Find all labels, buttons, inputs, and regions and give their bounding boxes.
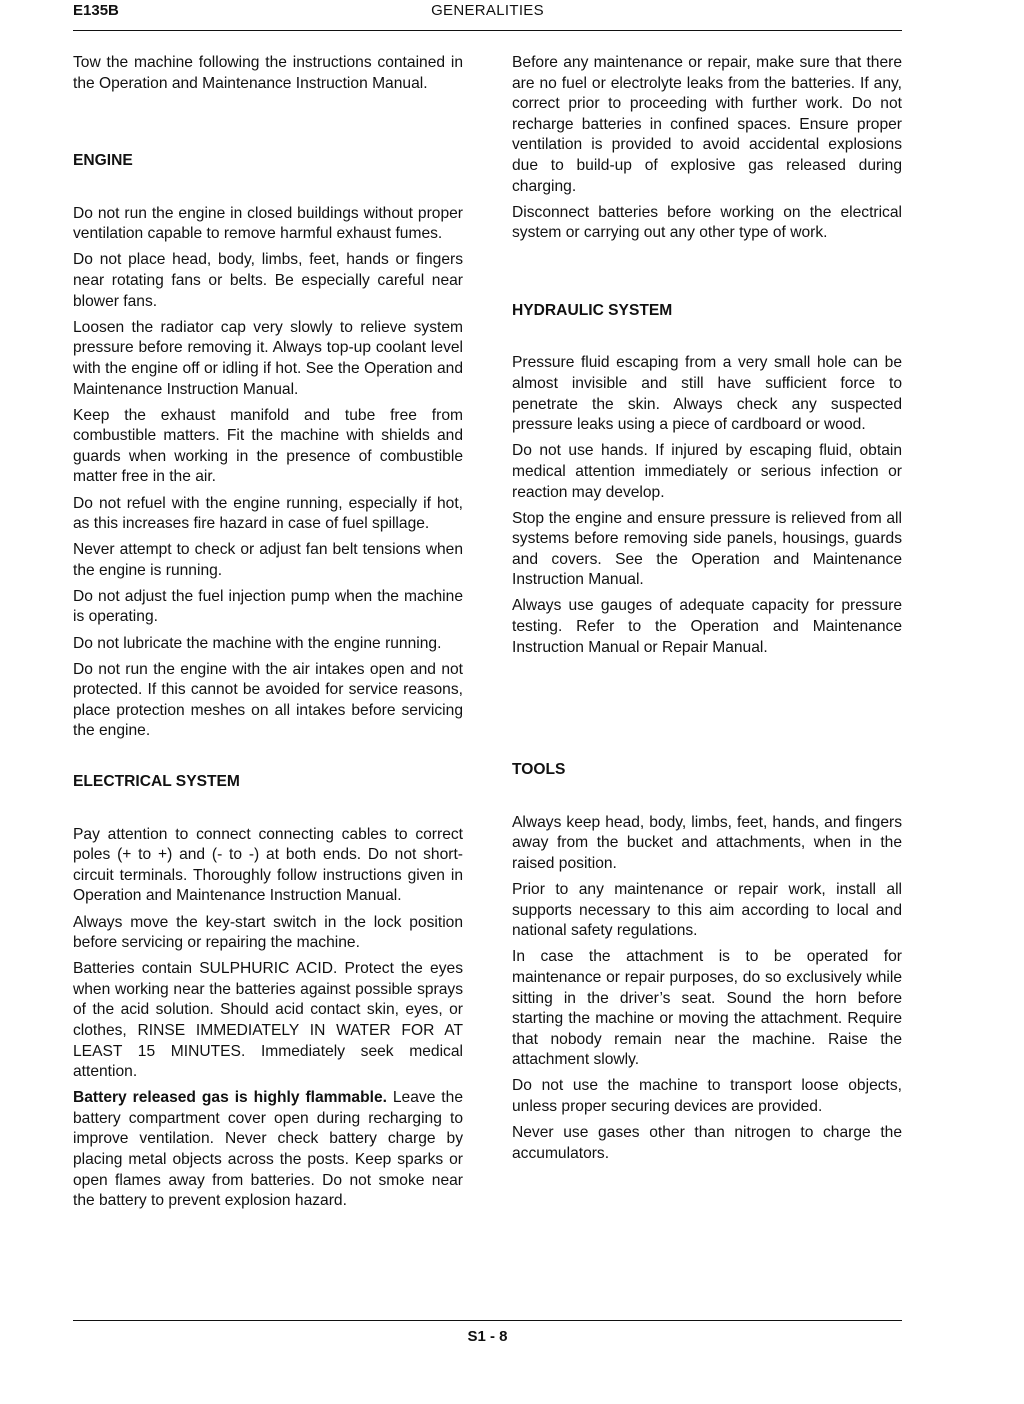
hydraulic-heading: HYDRAULIC SYSTEM (512, 301, 673, 319)
paragraph: Do not use hands. If injured by escaping fluid, obtain medical attention immediately or serious infection or reaction may develop. (512, 442, 902, 501)
section-title: GENERALITIES (431, 2, 544, 19)
left-column (73, 53, 463, 1217)
paragraph: Batteries contain SULPHURIC ACID. Protect the eyes when working near the batteries against possible sprays of the acid solution. Should acid contact skin, eyes, or clothes, RINSE IMMEDIATELY IN WATER FOR AT LEAST 15 MINUTES. Immediately seek medical attention. (73, 960, 463, 1081)
paragraph: Do not adjust the fuel injection pump when the machine is operating. (73, 587, 463, 626)
battery-warning-text: Leave the battery compartment cover open during recharging to improve ventilation. Never check battery charge by placing metal objects across the posts. Keep sparks or open flames away from batteries. Do not smoke near the battery to prevent explosion hazard. (73, 1089, 463, 1210)
page-number: S1 - 8 (467, 1328, 508, 1345)
paragraph: Stop the engine and ensure pressure is relieved from all systems before removing side panels, housings, guards and covers. See the Operation and Maintenance Instruction Manual. (512, 509, 902, 589)
paragraph: Do not use the machine to transport loose objects, unless proper securing devices are provided. (512, 1077, 902, 1116)
paragraph: Loosen the radiator cap very slowly to relieve system pressure before removing it. Always top-up coolant level with the engine off or idling if hot. See the Operation and Maintenance Instruction Manual. (73, 318, 463, 398)
paragraph: Always move the key-start switch in the lock position before servicing or repairing the machine. (73, 913, 463, 952)
paragraph: Before any maintenance or repair, make sure that there are no fuel or electrolyte leaks from the batteries. If any, correct prior to proceeding with further work. Do not recharge batteries in confined spaces. Ensure proper ventilation is provided to avoid accidental explosions due to build-up of explosive gas released during charging. (512, 54, 902, 195)
tow-paragraph: Tow the machine following the instructions contained in the Operation and Maintenance Instruction Manual. (73, 54, 463, 92)
paragraph: Pay attention to connect connecting cables to correct poles (+ to +) and (- to -) at both ends. Do not short-circuit terminals. Thoroughly follow instructions given in Operation and Maintenance Instruction Manual. (73, 825, 463, 905)
paragraph: Do not lubricate the machine with the engine running. (73, 634, 442, 652)
model-code: E135B (73, 2, 119, 19)
paragraph: Keep the exhaust manifold and tube free from combustible matters. Fit the machine with shields and guards when working in the presence of combustible matter free in the air. (73, 406, 463, 486)
battery-warning-bold: Battery released gas is highly flammable. (73, 1089, 387, 1107)
paragraph: Prior to any maintenance or repair work, install all supports necessary to this aim according to local and national safety regulations. (512, 881, 902, 940)
paragraph: Never attempt to check or adjust fan belt tensions when the engine is running. (73, 541, 463, 579)
paragraph: Do not refuel with the engine running, especially if hot, as this increases fire hazard in case of fuel spillage. (73, 494, 463, 533)
paragraph: Always use gauges of adequate capacity for pressure testing. Refer to the Operation and Maintenance Instruction Manual or Repair Manual. (512, 597, 902, 656)
battery-paragraph (73, 1088, 463, 1212)
paragraph: Disconnect batteries before working on the electrical system or carrying out any other type of work. (512, 203, 902, 242)
page-header (73, 0, 902, 31)
paragraph: Do not place head, body, limbs, feet, hands or fingers near rotating fans or belts. Be especially careful near blower fans. (73, 251, 463, 310)
paragraph: Do not run the engine with the air intakes open and not protected. If this cannot be avoided for service reasons, place protection meshes on all intakes before servicing the engine. (73, 660, 463, 740)
tools-heading: TOOLS (512, 761, 566, 779)
paragraph: Never use gases other than nitrogen to charge the accumulators. (512, 1124, 902, 1162)
engine-heading: ENGINE (73, 152, 133, 170)
electrical-heading: ELECTRICAL SYSTEM (73, 773, 240, 791)
paragraph: Always keep head, body, limbs, feet, hands, and fingers away from the bucket and attachments, when in the raised position. (512, 813, 902, 873)
paragraph: Pressure fluid escaping from a very small hole can be almost invisible and still have sufficient force to penetrate the skin. Always check any suspected pressure leaks using a piece of cardboard or wood. (512, 354, 902, 434)
right-column (512, 53, 902, 1170)
paragraph: In case the attachment is to be operated for maintenance or repair purposes, do so exclusively while sitting in the driver’s seat. Sound the horn before starting the machine or moving the attachment. Require that nobody remain near the machine. Raise the attachment slowly. (512, 948, 902, 1069)
paragraph: Do not run the engine in closed buildings without proper ventilation capable to remove harmful exhaust fumes. (73, 204, 463, 243)
page-footer (73, 1320, 902, 1345)
